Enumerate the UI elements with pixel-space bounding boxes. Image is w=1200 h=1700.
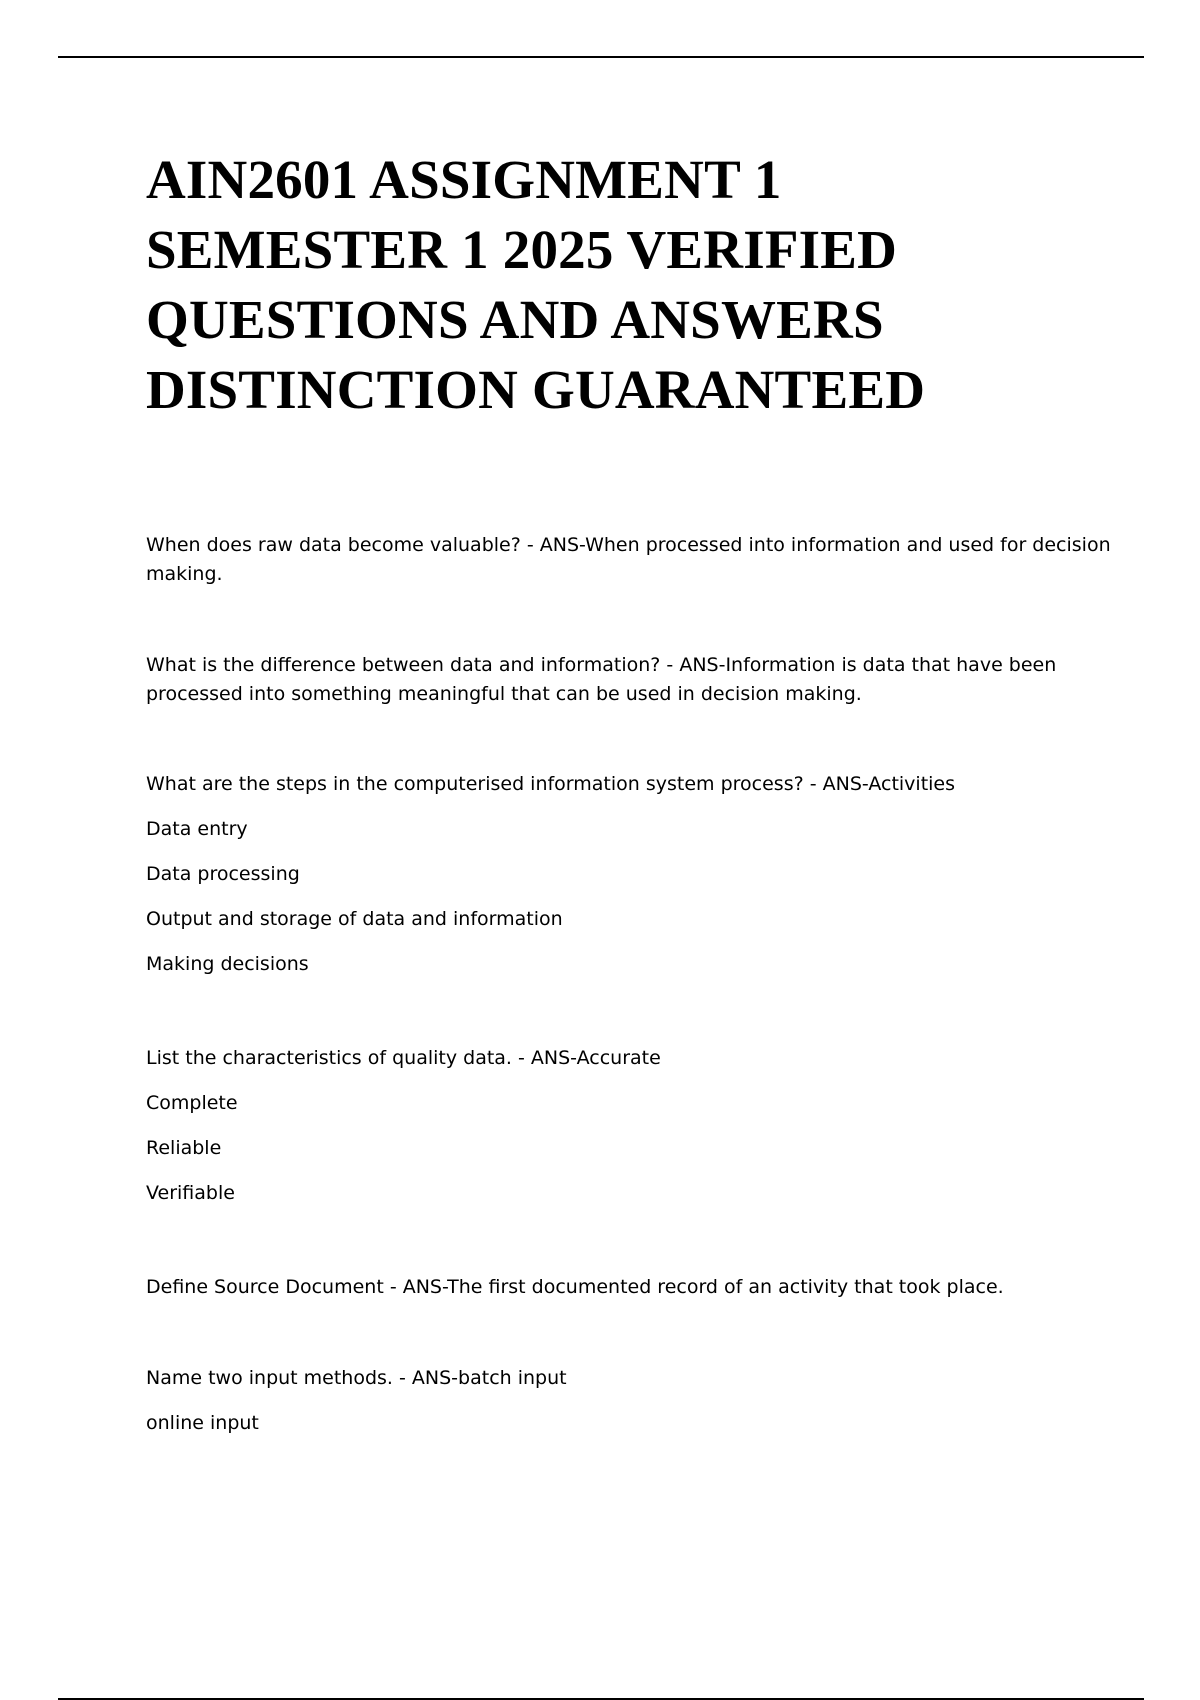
qa-block-source-document	[146, 1273, 1106, 1302]
qa-question: List the characteristics of quality data. - ANS-Accurate	[146, 1047, 661, 1069]
qa-question: Name two input methods. - ANS-batch input	[146, 1367, 567, 1389]
document-title	[146, 145, 1146, 425]
qa-question: What are the steps in the computerised information system process? - ANS-Activities	[146, 773, 956, 795]
answer-item: online input	[146, 1412, 259, 1434]
top-rule	[58, 56, 1144, 58]
qa-block-raw-data	[146, 531, 1111, 589]
answer-item: Verifiable	[146, 1182, 235, 1204]
answer-item: Complete	[146, 1092, 238, 1114]
qa-text: Define Source Document - ANS-The first documented record of an activity that took place.	[146, 1276, 1004, 1298]
qa-text: What is the difference between data and information? - ANS-Information is data that have been	[146, 654, 1057, 676]
title-line: AIN2601 ASSIGNMENT 1	[146, 149, 782, 210]
qa-block-quality-data	[146, 1044, 1106, 1208]
answer-item: Reliable	[146, 1137, 222, 1159]
title-line: SEMESTER 1 2025 VERIFIED	[146, 219, 898, 280]
qa-block-input-methods	[146, 1364, 1106, 1438]
answer-item: Data entry	[146, 818, 248, 840]
answer-item: Output and storage of data and information	[146, 908, 563, 930]
qa-block-system-process	[146, 770, 1106, 979]
answer-item: Data processing	[146, 863, 300, 885]
qa-text: When does raw data become valuable? - ANS-When processed into information and used for decision	[146, 534, 1111, 556]
answer-item: Making decisions	[146, 953, 309, 975]
qa-text: making.	[146, 563, 223, 585]
qa-text: processed into something meaningful that can be used in decision making.	[146, 683, 862, 705]
qa-block-data-vs-information	[146, 651, 1106, 709]
title-line: DISTINCTION GUARANTEED	[146, 359, 926, 420]
title-line: QUESTIONS AND ANSWERS	[146, 289, 884, 350]
